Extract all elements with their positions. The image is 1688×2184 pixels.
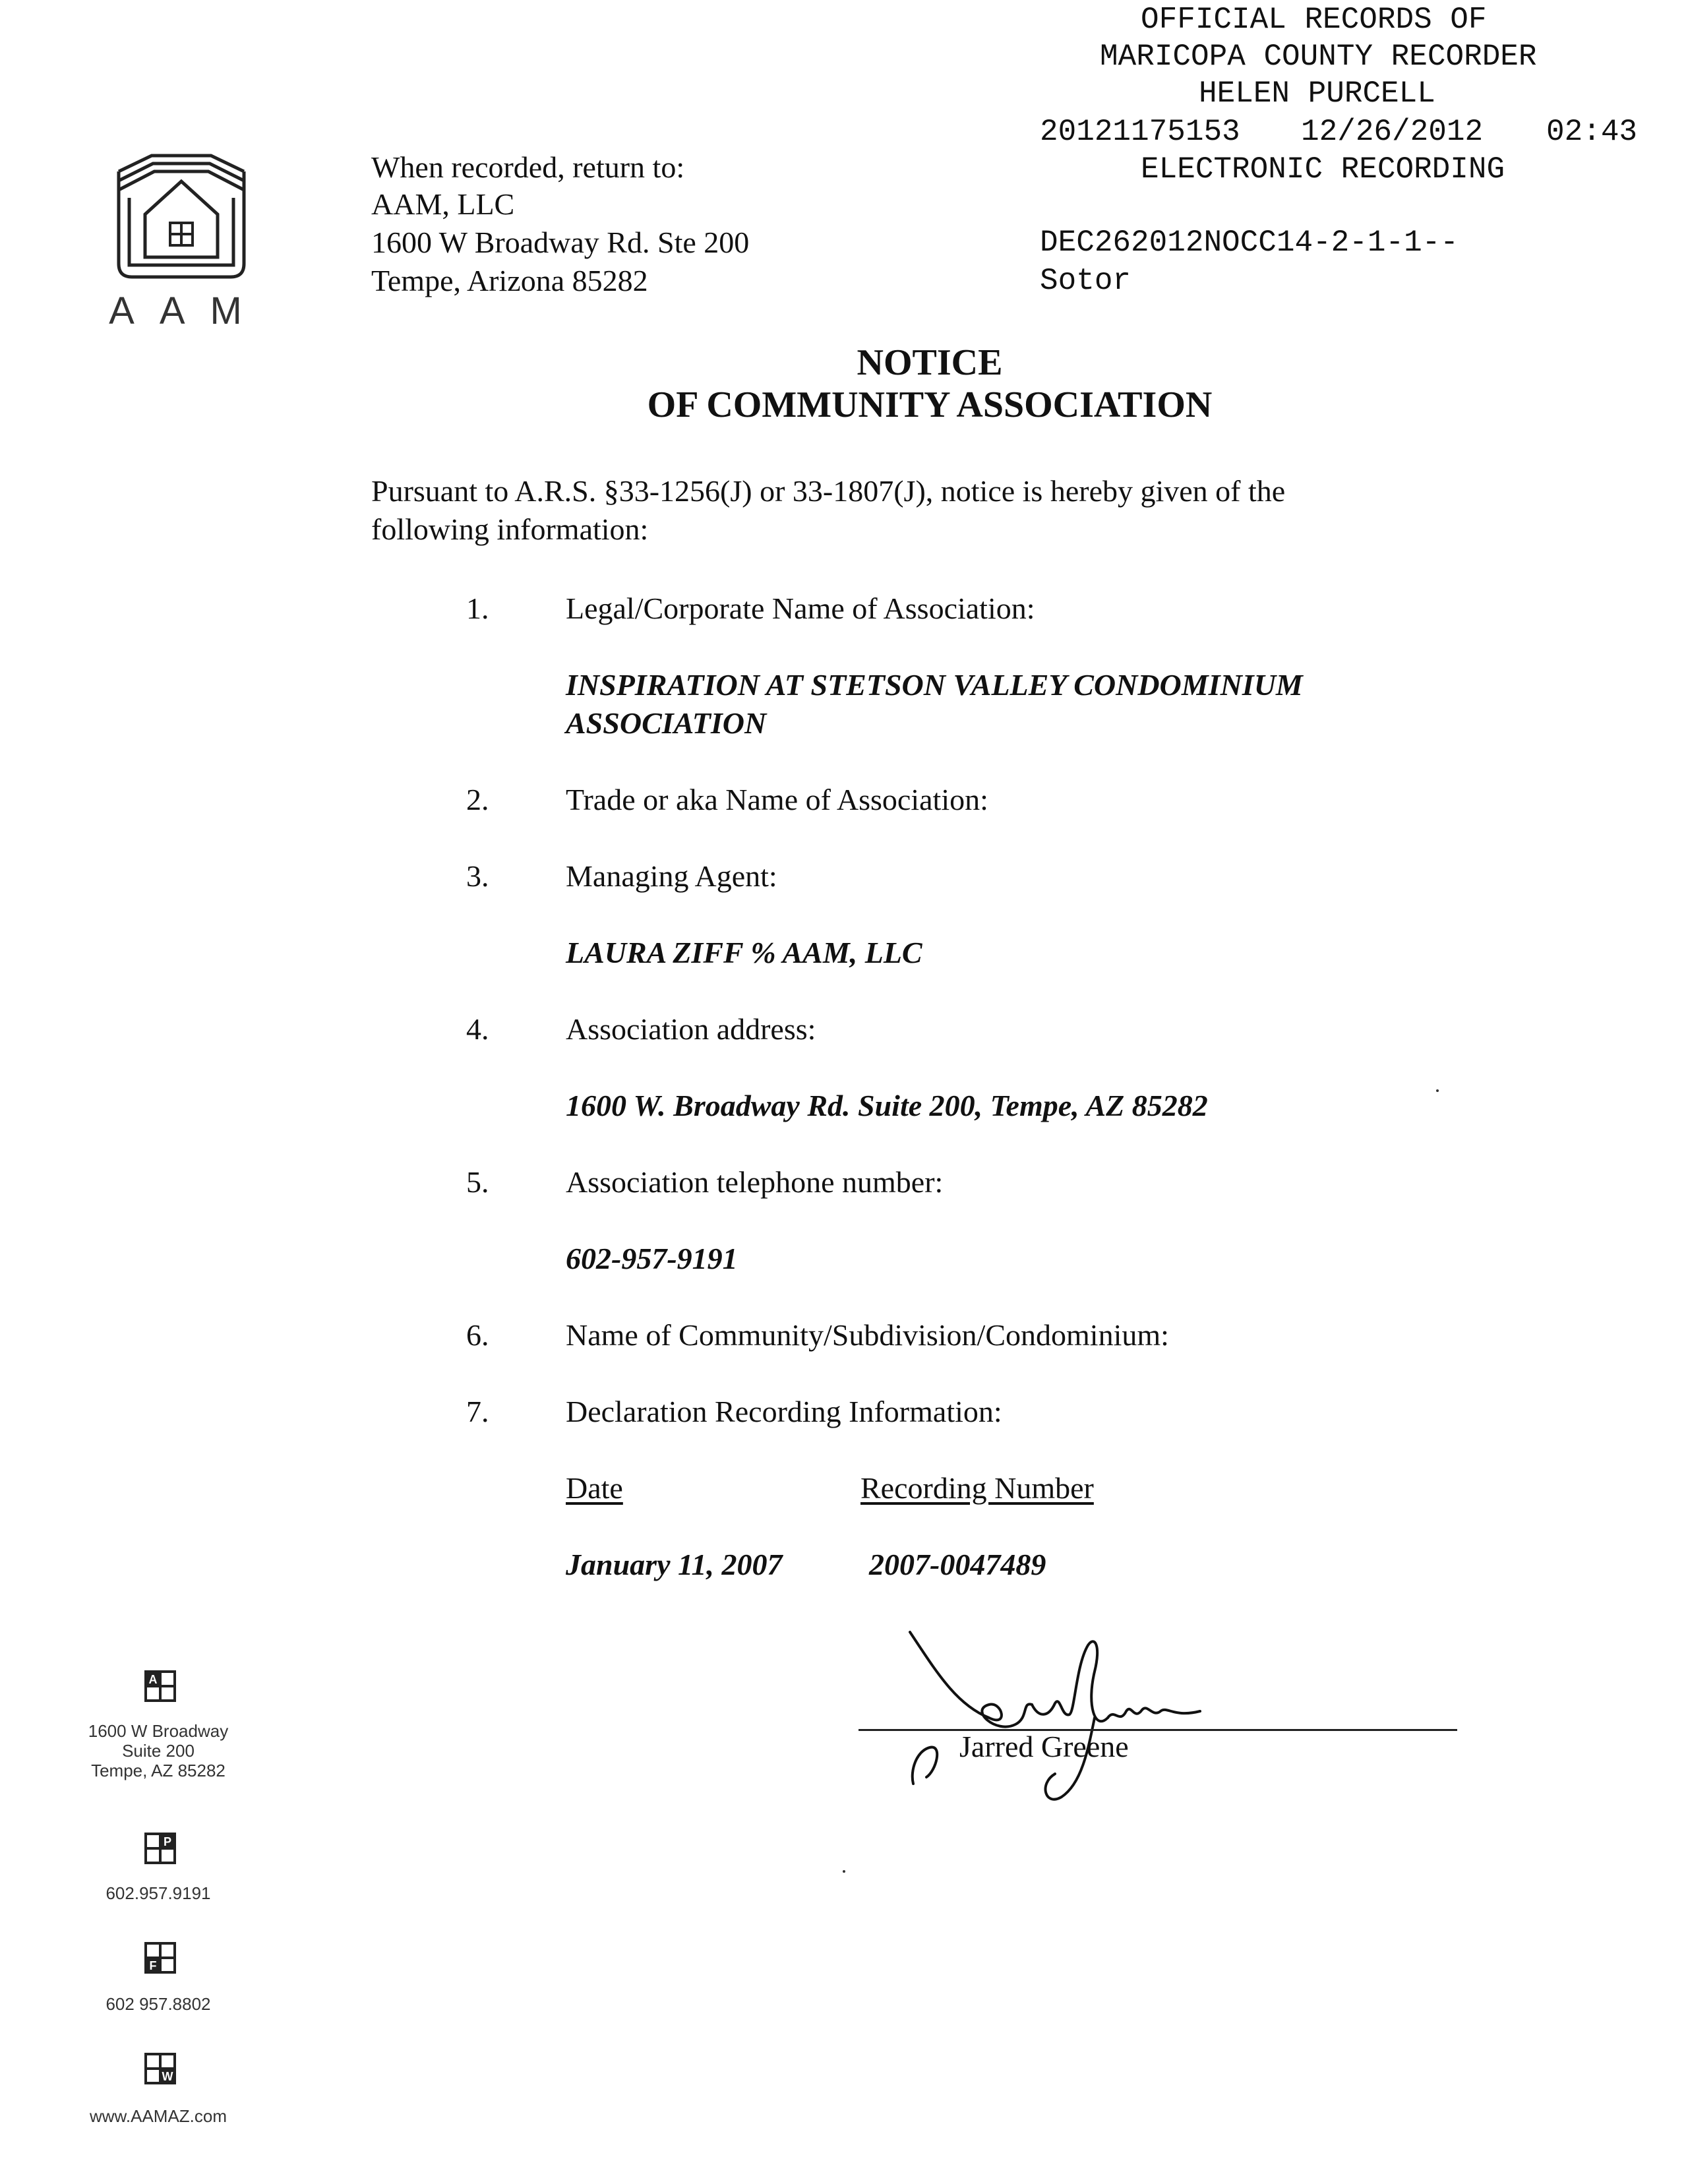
declaration-date-value: January 11, 2007: [566, 1548, 783, 1581]
item-number: 1.: [466, 592, 489, 625]
item-number: 4.: [466, 1012, 489, 1046]
sidebar-address-line-1: 1600 W Broadway: [88, 1721, 229, 1741]
page-title: NOTICE: [857, 342, 1003, 383]
item-label: Association telephone number:: [566, 1165, 944, 1199]
fax-icon-letter: F: [149, 1959, 157, 1972]
association-phone-value: 602-957-9191: [566, 1242, 738, 1275]
web-grid-icon: [144, 2052, 177, 2085]
stamp-fee-number: 20121175153: [1040, 115, 1240, 149]
sidebar-phone: 602.957.9191: [106, 1883, 211, 1903]
item-label: Name of Community/Subdivision/Condominium:: [566, 1318, 1169, 1352]
recording-number-value: 2007-0047489: [869, 1548, 1046, 1581]
item-number: 2.: [466, 783, 489, 816]
stamp-date: 12/26/2012: [1301, 115, 1484, 149]
signer-name: Jarred Greene: [959, 1730, 1129, 1763]
address-icon-letter: A: [148, 1673, 158, 1686]
stamp-doc-code: DEC262012NOCC14-2-1-1--: [1040, 226, 1459, 260]
item-number: 6.: [466, 1318, 489, 1352]
stamp-clerk: Sotor: [1040, 264, 1131, 298]
return-address-city: Tempe, Arizona 85282: [371, 264, 648, 297]
intro-line-2: following information:: [371, 512, 649, 546]
item-label: Trade or aka Name of Association:: [566, 783, 988, 816]
item-label: Association address:: [566, 1012, 816, 1046]
item-label: Managing Agent:: [566, 859, 777, 893]
fax-grid-icon: [144, 1941, 177, 1974]
sidebar-fax: 602 957.8802: [106, 1994, 211, 2014]
return-address-street: 1600 W Broadway Rd. Ste 200: [371, 226, 750, 259]
return-address-heading: When recorded, return to:: [371, 150, 685, 184]
phone-icon-letter: P: [163, 1835, 172, 1848]
sidebar-website: www.AAMAZ.com: [89, 2106, 227, 2126]
address-grid-icon: [144, 1670, 177, 1703]
date-column-header: Date: [566, 1471, 623, 1505]
house-logo-icon: [112, 152, 251, 284]
recording-number-column-header: Recording Number: [860, 1471, 1094, 1505]
item-number: 3.: [466, 859, 489, 893]
managing-agent-value: LAURA ZIFF % AAM, LLC: [566, 936, 922, 969]
intro-line-1: Pursuant to A.R.S. §33-1256(J) or 33-1807(J), notice is hereby given of the: [371, 474, 1286, 508]
stamp-recording-type: ELECTRONIC RECORDING: [1141, 152, 1505, 187]
item-label: Legal/Corporate Name of Association:: [566, 592, 1035, 625]
sidebar-address-line-2: Suite 200: [122, 1741, 195, 1761]
association-name-line-1: INSPIRATION AT STETSON VALLEY CONDOMINIUM: [566, 668, 1303, 702]
signature-line: [859, 1729, 1457, 1731]
web-icon-letter: W: [162, 2070, 173, 2083]
handwritten-signature: [897, 1619, 1213, 1817]
item-number: 7.: [466, 1395, 489, 1428]
scan-speck: [843, 1870, 845, 1873]
return-address-name: AAM, LLC: [371, 187, 515, 221]
association-name-line-2: ASSOCIATION: [566, 706, 767, 740]
sidebar-address-line-3: Tempe, AZ 85282: [91, 1761, 226, 1780]
stamp-line-2: MARICOPA COUNTY RECORDER: [1100, 40, 1537, 74]
item-number: 5.: [466, 1165, 489, 1199]
stamp-time: 02:43: [1546, 115, 1638, 149]
scan-speck: [1436, 1089, 1439, 1092]
association-address-value: 1600 W. Broadway Rd. Suite 200, Tempe, AZ 85282: [566, 1089, 1208, 1122]
logo-letters: AAM: [109, 289, 267, 332]
stamp-line-3: HELEN PURCELL: [1199, 76, 1435, 111]
stamp-line-1: OFFICIAL RECORDS OF: [1141, 3, 1487, 37]
page-subtitle: OF COMMUNITY ASSOCIATION: [647, 384, 1213, 425]
phone-grid-icon: [144, 1832, 177, 1865]
item-label: Declaration Recording Information:: [566, 1395, 1002, 1428]
